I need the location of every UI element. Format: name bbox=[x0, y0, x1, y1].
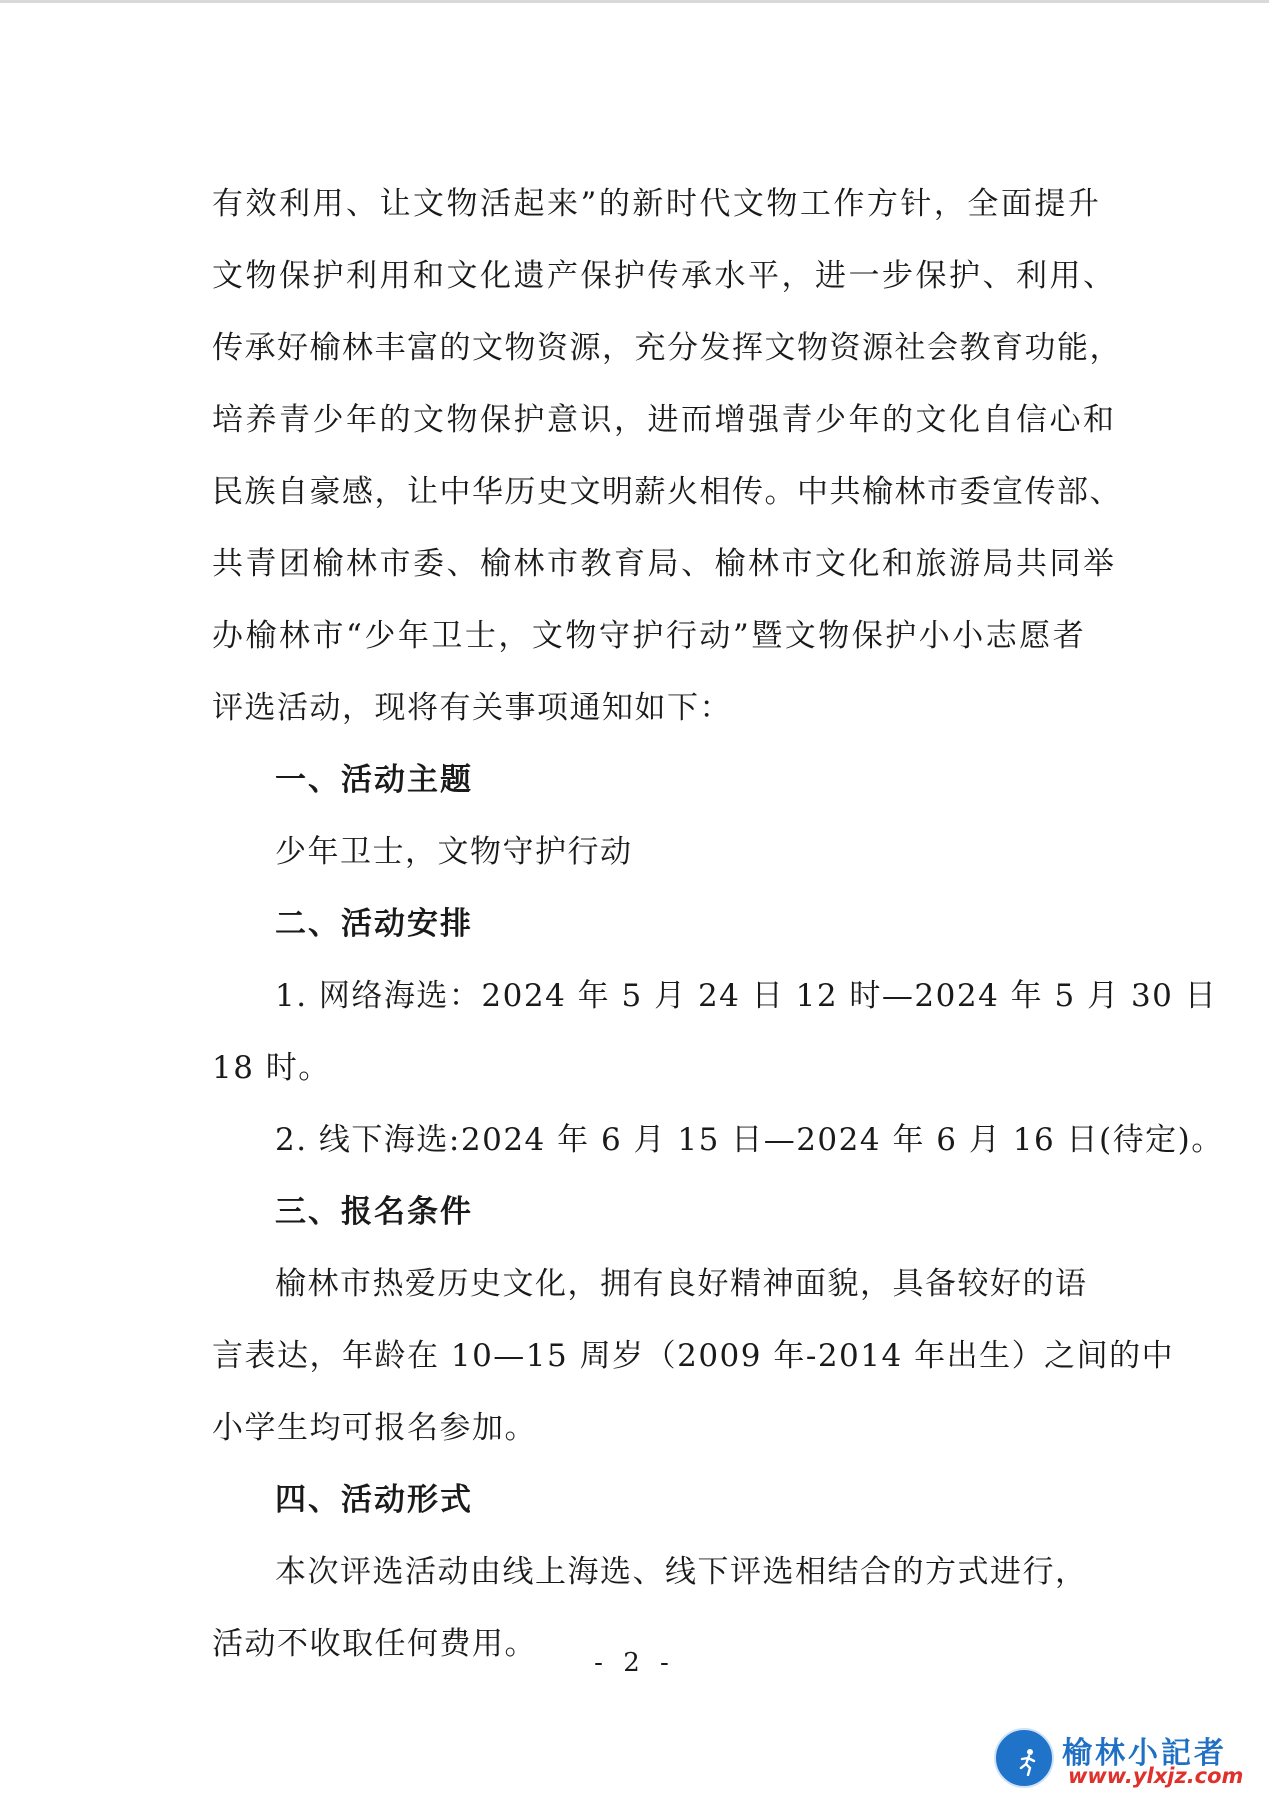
paragraph-line: 民族自豪感，让中华历史文明薪火相传。中共榆林市委宣传部、 bbox=[212, 474, 1122, 510]
section-heading-eligibility: 三、报名条件 bbox=[275, 1194, 473, 1230]
paragraph-line: 办榆林市“少年卫士，文物守护行动”暨文物保护小小志愿者 bbox=[212, 618, 1087, 654]
section-heading-theme: 一、活动主题 bbox=[275, 762, 473, 798]
eligibility-line: 言表达，年龄在 10—15 周岁（2009 年-2014 年出生）之间的中 bbox=[212, 1338, 1175, 1374]
section-text-theme: 少年卫士，文物守护行动 bbox=[275, 834, 633, 870]
paragraph-line: 评选活动，现将有关事项通知如下： bbox=[212, 690, 732, 726]
runner-logo-icon bbox=[994, 1728, 1054, 1788]
page-number: - 2 - bbox=[594, 1648, 675, 1678]
schedule-item-offline: 2. 线下海选:2024 年 6 月 15 日—2024 年 6 月 16 日(待定)。 bbox=[275, 1122, 1224, 1158]
eligibility-line: 榆林市热爱历史文化，拥有良好精神面貌，具备较好的语 bbox=[275, 1266, 1088, 1302]
watermark-url: www.ylxjz.com bbox=[1068, 1764, 1244, 1788]
paragraph-line: 传承好榆林丰富的文物资源，充分发挥文物资源社会教育功能， bbox=[212, 330, 1122, 366]
paragraph-line: 有效利用、让文物活起来”的新时代文物工作方针，全面提升 bbox=[212, 186, 1102, 222]
eligibility-line: 小学生均可报名参加。 bbox=[212, 1410, 537, 1446]
paragraph-line: 文物保护利用和文化遗产保护传承水平，进一步保护、利用、 bbox=[212, 258, 1117, 294]
paragraph-line: 共青团榆林市委、榆林市教育局、榆林市文化和旅游局共同举 bbox=[212, 546, 1117, 582]
runner-figure-icon bbox=[1018, 1748, 1038, 1776]
section-heading-format: 四、活动形式 bbox=[275, 1482, 473, 1518]
format-line: 活动不收取任何费用。 bbox=[212, 1626, 537, 1662]
paragraph-line: 培养青少年的文物保护意识，进而增强青少年的文化自信心和 bbox=[212, 402, 1117, 438]
format-line: 本次评选活动由线上海选、线下评选相结合的方式进行， bbox=[275, 1554, 1088, 1590]
section-heading-schedule: 二、活动安排 bbox=[275, 906, 473, 942]
watermark-name: 榆林小記者 bbox=[1062, 1736, 1227, 1771]
document-body bbox=[212, 168, 1224, 1680]
scan-edge-divider bbox=[0, 0, 1269, 3]
watermark-logo bbox=[990, 1722, 1260, 1792]
schedule-item-online-continued: 18 时。 bbox=[212, 1050, 331, 1086]
schedule-item-online: 1. 网络海选：2024 年 5 月 24 日 12 时—2024 年 5 月 30 日 bbox=[275, 978, 1218, 1014]
